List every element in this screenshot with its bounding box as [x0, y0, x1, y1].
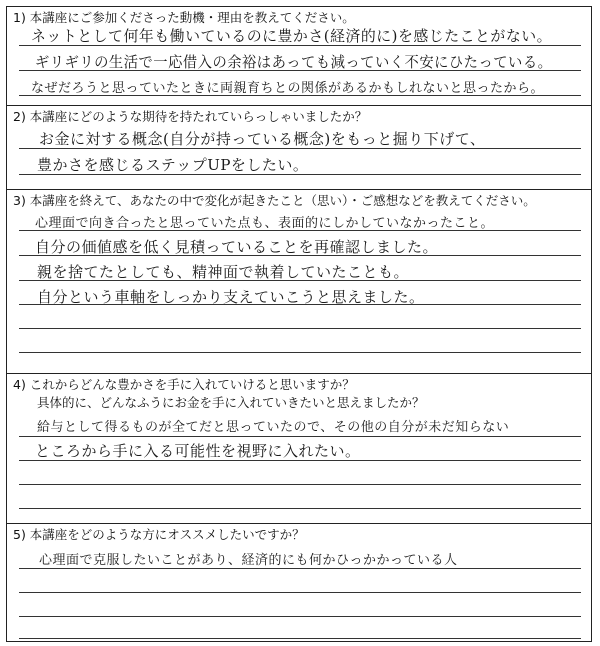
answer-4-line-1: 給与として得るものが全てだと思っていたので、その他の自分が未だ知らない: [37, 420, 510, 435]
answer-1-line-3: なぜだろうと思っていたときに両親育ちとの関係があるかもしれないと思ったから。: [31, 81, 545, 96]
answer-4-line-2: ところから手に入る可能性を視野に入れたい。: [35, 442, 361, 460]
section-2: [7, 105, 591, 189]
answer-1-line-2: ギリギリの生活で一応借入の余裕はあっても減っていく不安にひたっている。: [35, 53, 553, 71]
question-4-sub: 具体的に、どんなふうにお金を手に入れていきたいと思えましたか？: [37, 395, 425, 410]
form-frame: [6, 6, 592, 642]
section-4: [7, 373, 591, 523]
question-2: 2) 本講座にどのような期待を持たれていらっしゃいましたか？: [13, 109, 368, 124]
answer-2-line-1: お金に対する概念(自分が持っている概念)をもっと掘り下げて、: [39, 130, 486, 148]
answer-3-line-2: 自分の価値感を低く見積っていることを再確認しました。: [35, 238, 439, 256]
section-5: [7, 523, 591, 641]
ruled-line: [19, 638, 581, 639]
section-1: [7, 7, 591, 105]
ruled-line: [19, 352, 581, 353]
ruled-line: [19, 328, 581, 329]
ruled-line: [19, 508, 581, 509]
ruled-line: [19, 484, 581, 485]
answer-3-line-1: 心理面で向き合ったと思っていた点も、表面的にしかしていなかったこと。: [35, 216, 495, 231]
question-5: 5) 本講座をどのような方にオススメしたいですか？: [13, 527, 305, 542]
answer-1-line-1: ネットとして何年も働いているのに豊かさ(経済的に)を感じたことがない。: [31, 27, 553, 45]
question-4: 4) これからどんな豊かさを手に入れていけると思いますか？: [13, 377, 355, 392]
answer-5-line-1: 心理面で克服したいことがあり、経済的にも何かひっかかっている人: [39, 553, 458, 568]
ruled-line: [19, 568, 581, 569]
ruled-line: [19, 592, 581, 593]
ruled-line: [19, 616, 581, 617]
section-3: [7, 189, 591, 373]
answer-3-line-4: 自分という車軸をしっかり支えていこうと思えました。: [37, 288, 425, 306]
ruled-line: [19, 436, 581, 437]
answer-3-line-3: 親を捨てたとしても、精神面で執着していたことも。: [37, 263, 410, 281]
question-1: 1) 本講座にご参加くださった動機・理由を教えてください。: [13, 10, 355, 25]
answer-2-line-2: 豊かさを感じるステップUPをしたい。: [37, 156, 309, 174]
question-3: 3) 本講座を終えて、あなたの中で変化が起きたこと（思い）・ご感想などを教えてください。: [13, 193, 536, 208]
